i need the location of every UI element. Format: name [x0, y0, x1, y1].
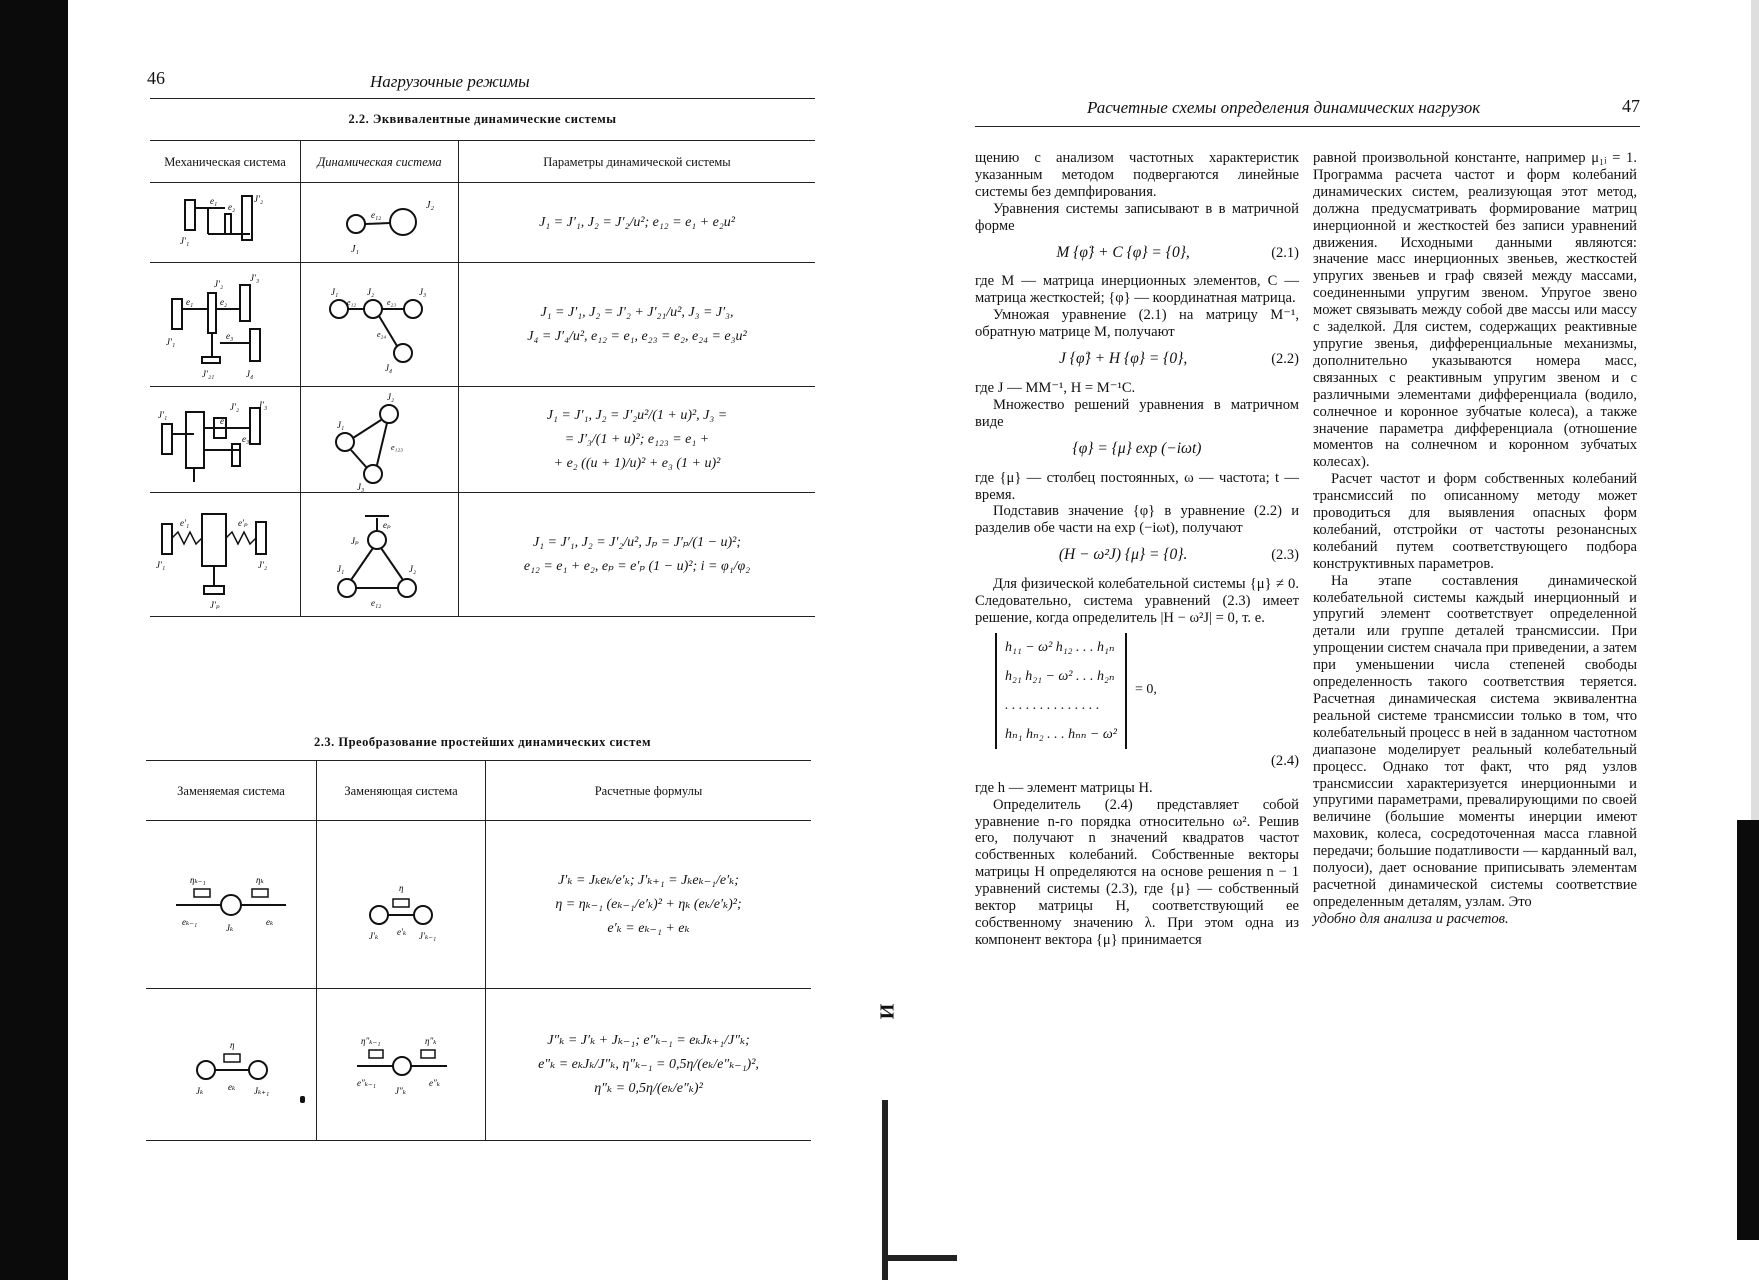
formula-line: = J′₃/(1 + u)²; e₁₂₃ = e₁ + [564, 431, 710, 447]
table-header: Заменяющая система [317, 761, 486, 821]
table-equivalent-systems [150, 140, 815, 617]
formula-line: + e₂ ((u + 1)/u)² + e₃ (1 + u)² [553, 455, 721, 471]
determinant-row: h₁₁ − ω² h₁₂ . . . h₁ₙ [1005, 639, 1115, 655]
formula-line: η = ηₖ₋₁ (eₖ₋₁/e′ₖ)² + ηₖ (eₖ/e′ₖ)²; [555, 896, 742, 912]
replaced-scheme [146, 989, 317, 1141]
svg-text:e₁: e₁ [210, 195, 218, 206]
svg-text:J₂: J₂ [367, 286, 375, 297]
svg-text:e₁₂: e₁₂ [371, 597, 382, 608]
svg-text:J′₃: J′₃ [258, 399, 268, 410]
replaced-scheme [146, 821, 317, 989]
svg-text:e₂₃: e₂₃ [387, 297, 397, 307]
formula-line: e′ₖ = eₖ₋₁ + eₖ [607, 920, 690, 936]
table-system-transforms [146, 760, 811, 1141]
paragraph: равной произвольной константе, например μ₁ᵢ = 1. Программа расчета частот и форм колебаний динамических систем, реализующая этот метод, должна предусматривать формирование матриц инерционной и жесткостей без записи уравнений движения. Исходными данными являются: значение масс инерционных звеньев, жесткостей упругих звеньев и граф связей между массами, соединенными упругим звеном. Упругое звено может связывать между собой две массы или массу с заделкой. Для систем, содержащих реактивные упругие звенья, дифференциальные механизмы, дополнительно указываются номера масс, связанных с реактивным упругим звеном и с различными элементами дифференциала (водило, солнечное и коронное зубчатые колеса), а также значение параметра дифференциала (отношение моментов на солнечном и коронном зубчатых колесах). [1313, 150, 1637, 471]
paragraph: где h — элемент матрицы H. [975, 779, 1153, 796]
svg-text:J′₂: J′₂ [258, 559, 268, 570]
svg-text:J₂: J₂ [387, 391, 395, 402]
svg-text:Jₚ: Jₚ [351, 535, 359, 546]
svg-text:J′₂: J′₂ [254, 193, 264, 204]
determinant-bar-right [1125, 633, 1127, 749]
svg-text:η″ₖ: η″ₖ [425, 1035, 437, 1046]
svg-text:e₃: e₃ [242, 433, 250, 444]
svg-text:J₂: J₂ [426, 199, 434, 211]
mechanical-scheme [150, 493, 301, 617]
replacing-scheme [317, 821, 486, 989]
equation-body: (H − ω²J) {μ} = {0}. [1058, 546, 1188, 564]
table-header: Расчетные формулы [486, 761, 812, 821]
svg-text:J′ₚ: J′ₚ [210, 599, 220, 610]
svg-text:e₁: e₁ [186, 296, 194, 307]
book-spine-shadow-left [0, 0, 68, 1280]
svg-text:e″ₖ: e″ₖ [429, 1077, 441, 1088]
svg-text:η: η [399, 882, 404, 893]
paragraph: щению с анализом частотных характеристик указанным методом подвергаются линейные системы без демпфирования. [975, 150, 1299, 200]
equation-body: M {φ̈} + C {φ} = {0}, [1056, 243, 1190, 261]
svg-text:e₃: e₃ [226, 330, 234, 341]
page-number: 46 [147, 68, 165, 88]
svg-text:J′₁: J′₁ [166, 336, 176, 347]
equation-body: J {φ̈} + H {φ} = {0}, [1058, 350, 1188, 368]
paragraph: Уравнения системы записывают в в матричной форме [975, 200, 1299, 234]
determinant-row: h₂₁ h₂₁ − ω² . . . h₂ₙ [1005, 668, 1115, 684]
paragraph: где M — матрица инерционных элементов, C — матрица жесткостей; {φ} — координатная матрица. [975, 273, 1299, 307]
svg-text:J₄: J₄ [246, 368, 254, 379]
svg-text:Jₖ₊₁: Jₖ₊₁ [254, 1085, 270, 1096]
svg-text:J′₂₁: J′₂₁ [202, 368, 215, 379]
gutter-mark-foot [885, 1255, 957, 1261]
formula-cell [459, 493, 816, 617]
formula-cell [459, 387, 816, 493]
formula-line: J₁ = J′₁, J₂ = J′₂ + J′₂₁/u², J₃ = J′₃, [540, 304, 734, 320]
svg-text:eₖ: eₖ [228, 1081, 236, 1092]
page-edge-right [1751, 0, 1759, 820]
svg-text:J₃: J₃ [357, 481, 365, 492]
formula-line: e₁₂ = e₁ + e₂, eₚ = e′ₚ (1 − u)²; i = φ₁/φ₂ [523, 558, 751, 574]
formula-cell [459, 263, 816, 387]
svg-text:J″ₖ: J″ₖ [395, 1085, 407, 1096]
replacing-scheme [317, 989, 486, 1141]
dynamic-scheme [301, 387, 459, 493]
formula-line: J′ₖ = Jₖeₖ/e′ₖ; J′ₖ₊₁ = Jₖeₖ₋₁/e′ₖ; [558, 872, 739, 888]
svg-text:J₂: J₂ [409, 563, 417, 574]
paragraph: где J — MM⁻¹, H = M⁻¹C. [975, 379, 1136, 396]
svg-text:J′₂: J′₂ [230, 401, 240, 412]
paragraph: Множество решений уравнения в матричном виде [975, 396, 1299, 430]
table-header: Динамическая система [301, 141, 459, 183]
formula-line: e″ₖ = eₖJₖ/J″ₖ, η″ₖ₋₁ = 0,5η/(eₖ/e″ₖ₋₁)², [538, 1056, 759, 1072]
table-row [146, 821, 811, 989]
formula-cell [486, 821, 812, 989]
table-caption-2-3: 2.3. Преобразование простейших динамических систем [313, 735, 651, 749]
determinant-rows [997, 633, 1125, 749]
svg-text:Jₖ: Jₖ [196, 1085, 204, 1096]
svg-text:Jₖ: Jₖ [226, 922, 234, 933]
equation-number: (2.3) [1271, 547, 1299, 564]
svg-text:J′₁: J′₁ [156, 559, 166, 570]
svg-text:eₖ₋₁: eₖ₋₁ [182, 916, 198, 927]
left-page-header [147, 64, 815, 99]
text-column-1 [975, 150, 1299, 949]
paragraph: Подставив значение {φ} в уравнение (2.2) и разделив обе части на exp (−iωt), получают [975, 503, 1299, 537]
svg-text:η: η [230, 1039, 235, 1050]
svg-text:J₃: J₃ [419, 286, 427, 297]
equation-2-1 [975, 245, 1299, 262]
formula-cell [486, 989, 812, 1141]
determinant-row: hₙ₁ hₙ₂ . . . hₙₙ − ω² [1005, 726, 1117, 742]
svg-text:e₁: e₁ [220, 415, 228, 426]
equation-number: (2.2) [1271, 351, 1299, 368]
right-page-header [975, 88, 1640, 127]
page-number: 47 [1622, 96, 1640, 116]
determinant-row: . . . . . . . . . . . . . . [1005, 697, 1100, 713]
table-header: Механическая система [164, 154, 286, 169]
equation-number: (2.4) [1271, 752, 1299, 769]
equation-number: (2.1) [1271, 244, 1299, 261]
svg-text:e′ₖ: e′ₖ [397, 926, 407, 937]
table-row [150, 387, 815, 493]
mechanical-scheme [150, 183, 301, 263]
formula-line: J₁ = J′₁, J₂ = J′₂/u²; e₁₂ = e₁ + e₂u² [539, 214, 735, 230]
svg-text:J′₁: J′₁ [158, 409, 168, 420]
svg-text:e′₁: e′₁ [180, 517, 190, 528]
dynamic-scheme [301, 263, 459, 387]
svg-text:J′ₖ₋₁: J′ₖ₋₁ [419, 930, 437, 941]
gutter-mark [882, 1100, 888, 1280]
table-row [150, 183, 815, 263]
left-page [147, 0, 815, 1280]
right-page [975, 0, 1640, 1280]
paragraph: Для физической колебательной системы {μ} ≠ 0. Следовательно, система уравнений (2.3) имеет решение, когда определитель |H − ω²J| = 0, т. е. [975, 576, 1299, 626]
paragraph: Определитель (2.4) представляет собой уравнение n-го порядка относительно ω². Решив его, получают n значений квадратов частот собственных колебаний. Собственные векторы матрицы H определяются на основе решения n − 1 уравнений системы (2.3), где {μ} — собственный вектор матрицы H, соответствующий ее собственному значению λ. При этом одна из компонент вектора {μ} принимается [975, 796, 1299, 948]
svg-text:e₂₄: e₂₄ [377, 329, 387, 339]
equation-2-3 [975, 547, 1299, 564]
svg-text:J₁: J₁ [331, 286, 339, 297]
formula-line: η″ₖ = 0,5η/(eₖ/e″ₖ)² [594, 1080, 703, 1096]
book-spine-shadow-right [1737, 820, 1759, 1240]
svg-text:e₂: e₂ [228, 201, 236, 212]
determinant-equals: = 0, [1134, 682, 1157, 698]
dynamic-scheme [301, 493, 459, 617]
paragraph: Умножая уравнение (2.1) на матрицу M⁻¹, обратную матрице M, получают [975, 307, 1299, 341]
svg-text:J₄: J₄ [385, 362, 393, 373]
svg-text:J₁: J₁ [337, 563, 345, 574]
paragraph: Расчет частот и форм собственных колебаний трансмиссий по описанному методу может проводиться для выявления опасных форм колебаний, отстройки от частоты резонансных колебаний путем соответствующего подбора конструктивных параметров. [1313, 471, 1637, 572]
dynamic-scheme [301, 183, 459, 263]
paragraph: На этапе составления динамической колебательной системы каждый инерционный и упругий элемент соответствует определенной детали или группе деталей трансмиссии. При упрощении систем сначала при приведении, а затем при уменьшении числа степеней свободы определенность такого соответствия теряется. Расчетная динамическая система эквивалентна реальной системе трансмиссии только в том, что колебательный процесс в ней в заданном частотном диапазоне моделирует реальный колебательный процесс. Однако тот факт, что ряд узлов трансмиссии характеризуется инерционными и упругими параметрами, превалирующими по своей величине (большие моменты инерции имеют маховик, колеса, сосредоточенная масса главной передачи; большие податливости — карданный вал, полуоси), дает основание приписывать элементам расчетной динамической системы соответствие определенным деталям, узлам. Это [1313, 572, 1637, 910]
mechanical-scheme [150, 263, 301, 387]
equation-body: {φ} = {μ} exp (−iωt) [1072, 439, 1202, 457]
table-row [150, 263, 815, 387]
table-row [150, 493, 815, 617]
table-header: Параметры динамической системы [459, 141, 816, 183]
svg-text:e₁₂: e₁₂ [347, 297, 357, 307]
determinant-2-4 [995, 633, 1299, 749]
paragraph-end: удобно для анализа и расчетов. [1313, 910, 1509, 927]
running-title: Расчетные схемы определения динамических нагрузок [1087, 98, 1481, 117]
paragraph: где {μ} — столбец постоянных, ω — частота; t — время. [975, 469, 1299, 503]
formula-cell [459, 183, 816, 263]
table-row [146, 989, 811, 1141]
svg-text:e₂: e₂ [220, 296, 228, 307]
running-title: Нагрузочные режимы [370, 72, 530, 91]
formula-line: J″ₖ = J′ₖ + Jₖ₋₁; e″ₖ₋₁ = eₖJₖ₊₁/J″ₖ; [547, 1032, 750, 1048]
gutter-letter: И [876, 1003, 899, 1020]
svg-text:J₁: J₁ [351, 243, 359, 255]
equation-2-2 [975, 351, 1299, 368]
table-caption-2-2: 2.2. Эквивалентные динамические системы [348, 112, 617, 126]
svg-text:J₁: J₁ [337, 419, 345, 430]
equation-solution [975, 441, 1299, 458]
mechanical-scheme [150, 387, 301, 493]
svg-text:ηₖ: ηₖ [256, 874, 264, 885]
svg-text:ηₖ₋₁: ηₖ₋₁ [190, 874, 206, 885]
table-header: Заменяемая система [177, 783, 285, 798]
svg-text:J′ₖ: J′ₖ [369, 930, 379, 941]
svg-text:e′ₚ: e′ₚ [238, 517, 248, 528]
svg-text:η″ₖ₋₁: η″ₖ₋₁ [361, 1035, 381, 1046]
svg-text:J′₂: J′₂ [214, 278, 224, 289]
svg-text:J′₁: J′₁ [180, 235, 190, 246]
formula-line: J₁ = J′₁, J₂ = J′₂u²/(1 + u)², J₃ = [546, 407, 728, 423]
svg-text:e₁₂: e₁₂ [371, 209, 382, 220]
text-column-2 [1313, 150, 1637, 928]
formula-line: J₄ = J′₄/u², e₁₂ = e₁, e₂₃ = e₂, e₂₄ = e₃u² [527, 328, 747, 344]
svg-text:e₁₂₃: e₁₂₃ [391, 442, 403, 452]
svg-text:eₚ: eₚ [383, 519, 391, 530]
svg-text:eₖ: eₖ [266, 916, 274, 927]
svg-text:e″ₖ₋₁: e″ₖ₋₁ [357, 1077, 376, 1088]
svg-text:J′₃: J′₃ [250, 272, 260, 283]
formula-line: J₁ = J′₁, J₂ = J′₂/u², Jₚ = J′ₚ/(1 − u)²; [532, 534, 742, 550]
